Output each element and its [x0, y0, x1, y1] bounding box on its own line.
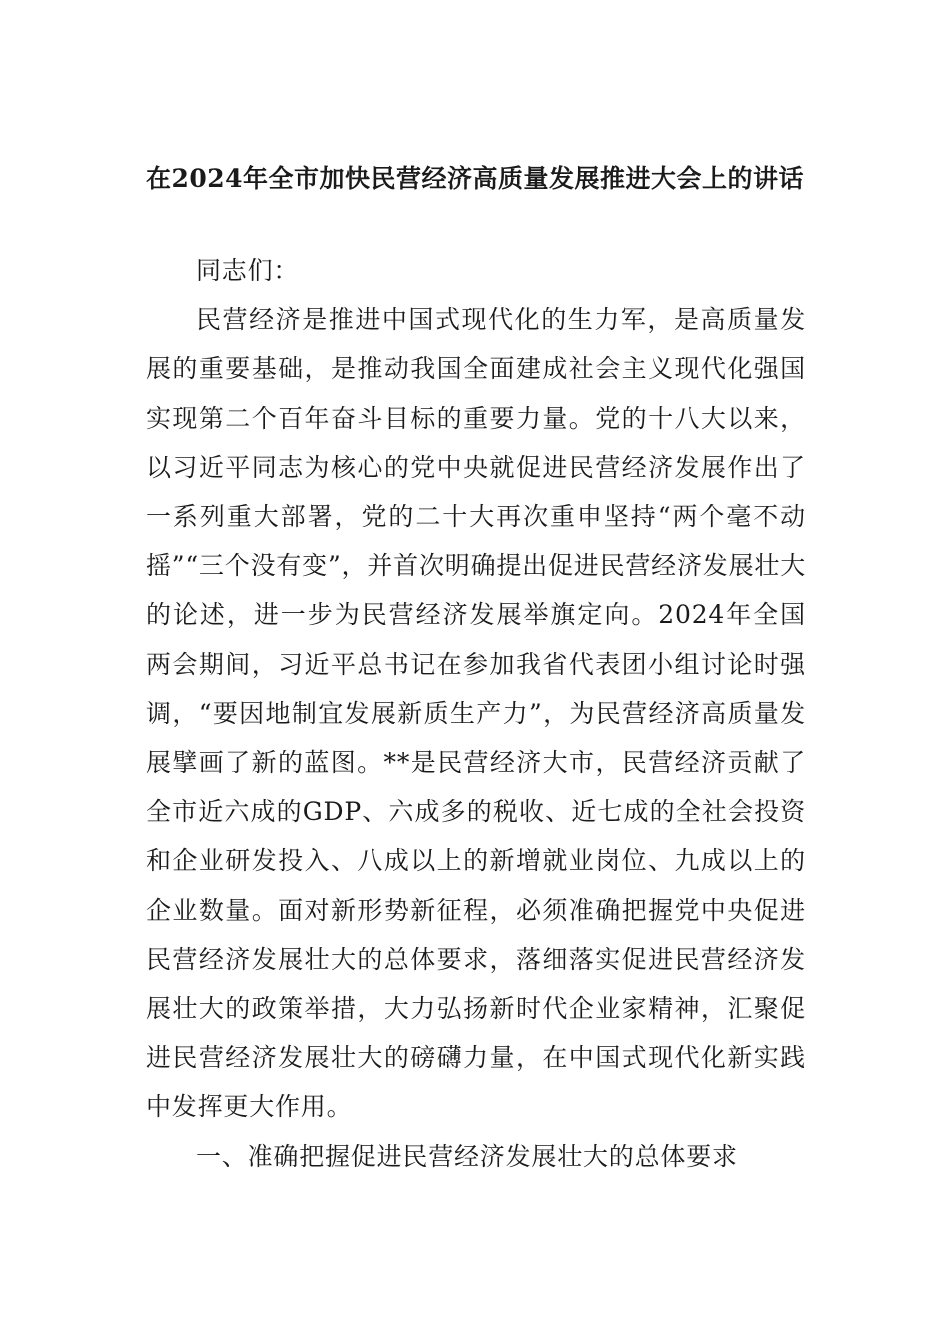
document-body	[146, 246, 806, 1181]
section-heading: 一、准确把握促进民营经济发展壮大的总体要求	[196, 1141, 738, 1171]
greeting-line: 同志们：	[196, 256, 300, 285]
body-paragraph: 民营经济是推进中国式现代化的生力军，是高质量发展的重要基础，是推动我国全面建成社会主义现代化强国实现第二个百年奋斗目标的重要力量。党的十八大以来，以习近平同志为核心的党中央就促进民营经济发展作出了一系列重大部署，党的二十大再次重申坚持“两个毫不动摇”“三个没有变”，并首次明确提出促进民营经济发展壮大的论述，进一步为民营经济发展举旗定向。2024年全国两会期间，习近平总书记在参加我省代表团小组讨论时强调，“要因地制宜发展新质生产力”，为民营经济高质量发展擘画了新的蓝图。**是民营经济大市，民营经济贡献了全市近六成的GDP、六成多的税收、近七成的全社会投资和企业研发投入、八成以上的新增就业岗位、九成以上的企业数量。面对新形势新征程，必须准确把握党中央促进民营经济发展壮大的总体要求，落细落实促进民营经济发展壮大的政策举措，大力弘扬新时代企业家精神，汇聚促进民营经济发展壮大的磅礴力量，在中国式现代化新实践中发挥更大作用。	[146, 305, 806, 1122]
document-title: 在2024年全市加快民营经济高质量发展推进大会上的讲话	[145, 164, 805, 193]
